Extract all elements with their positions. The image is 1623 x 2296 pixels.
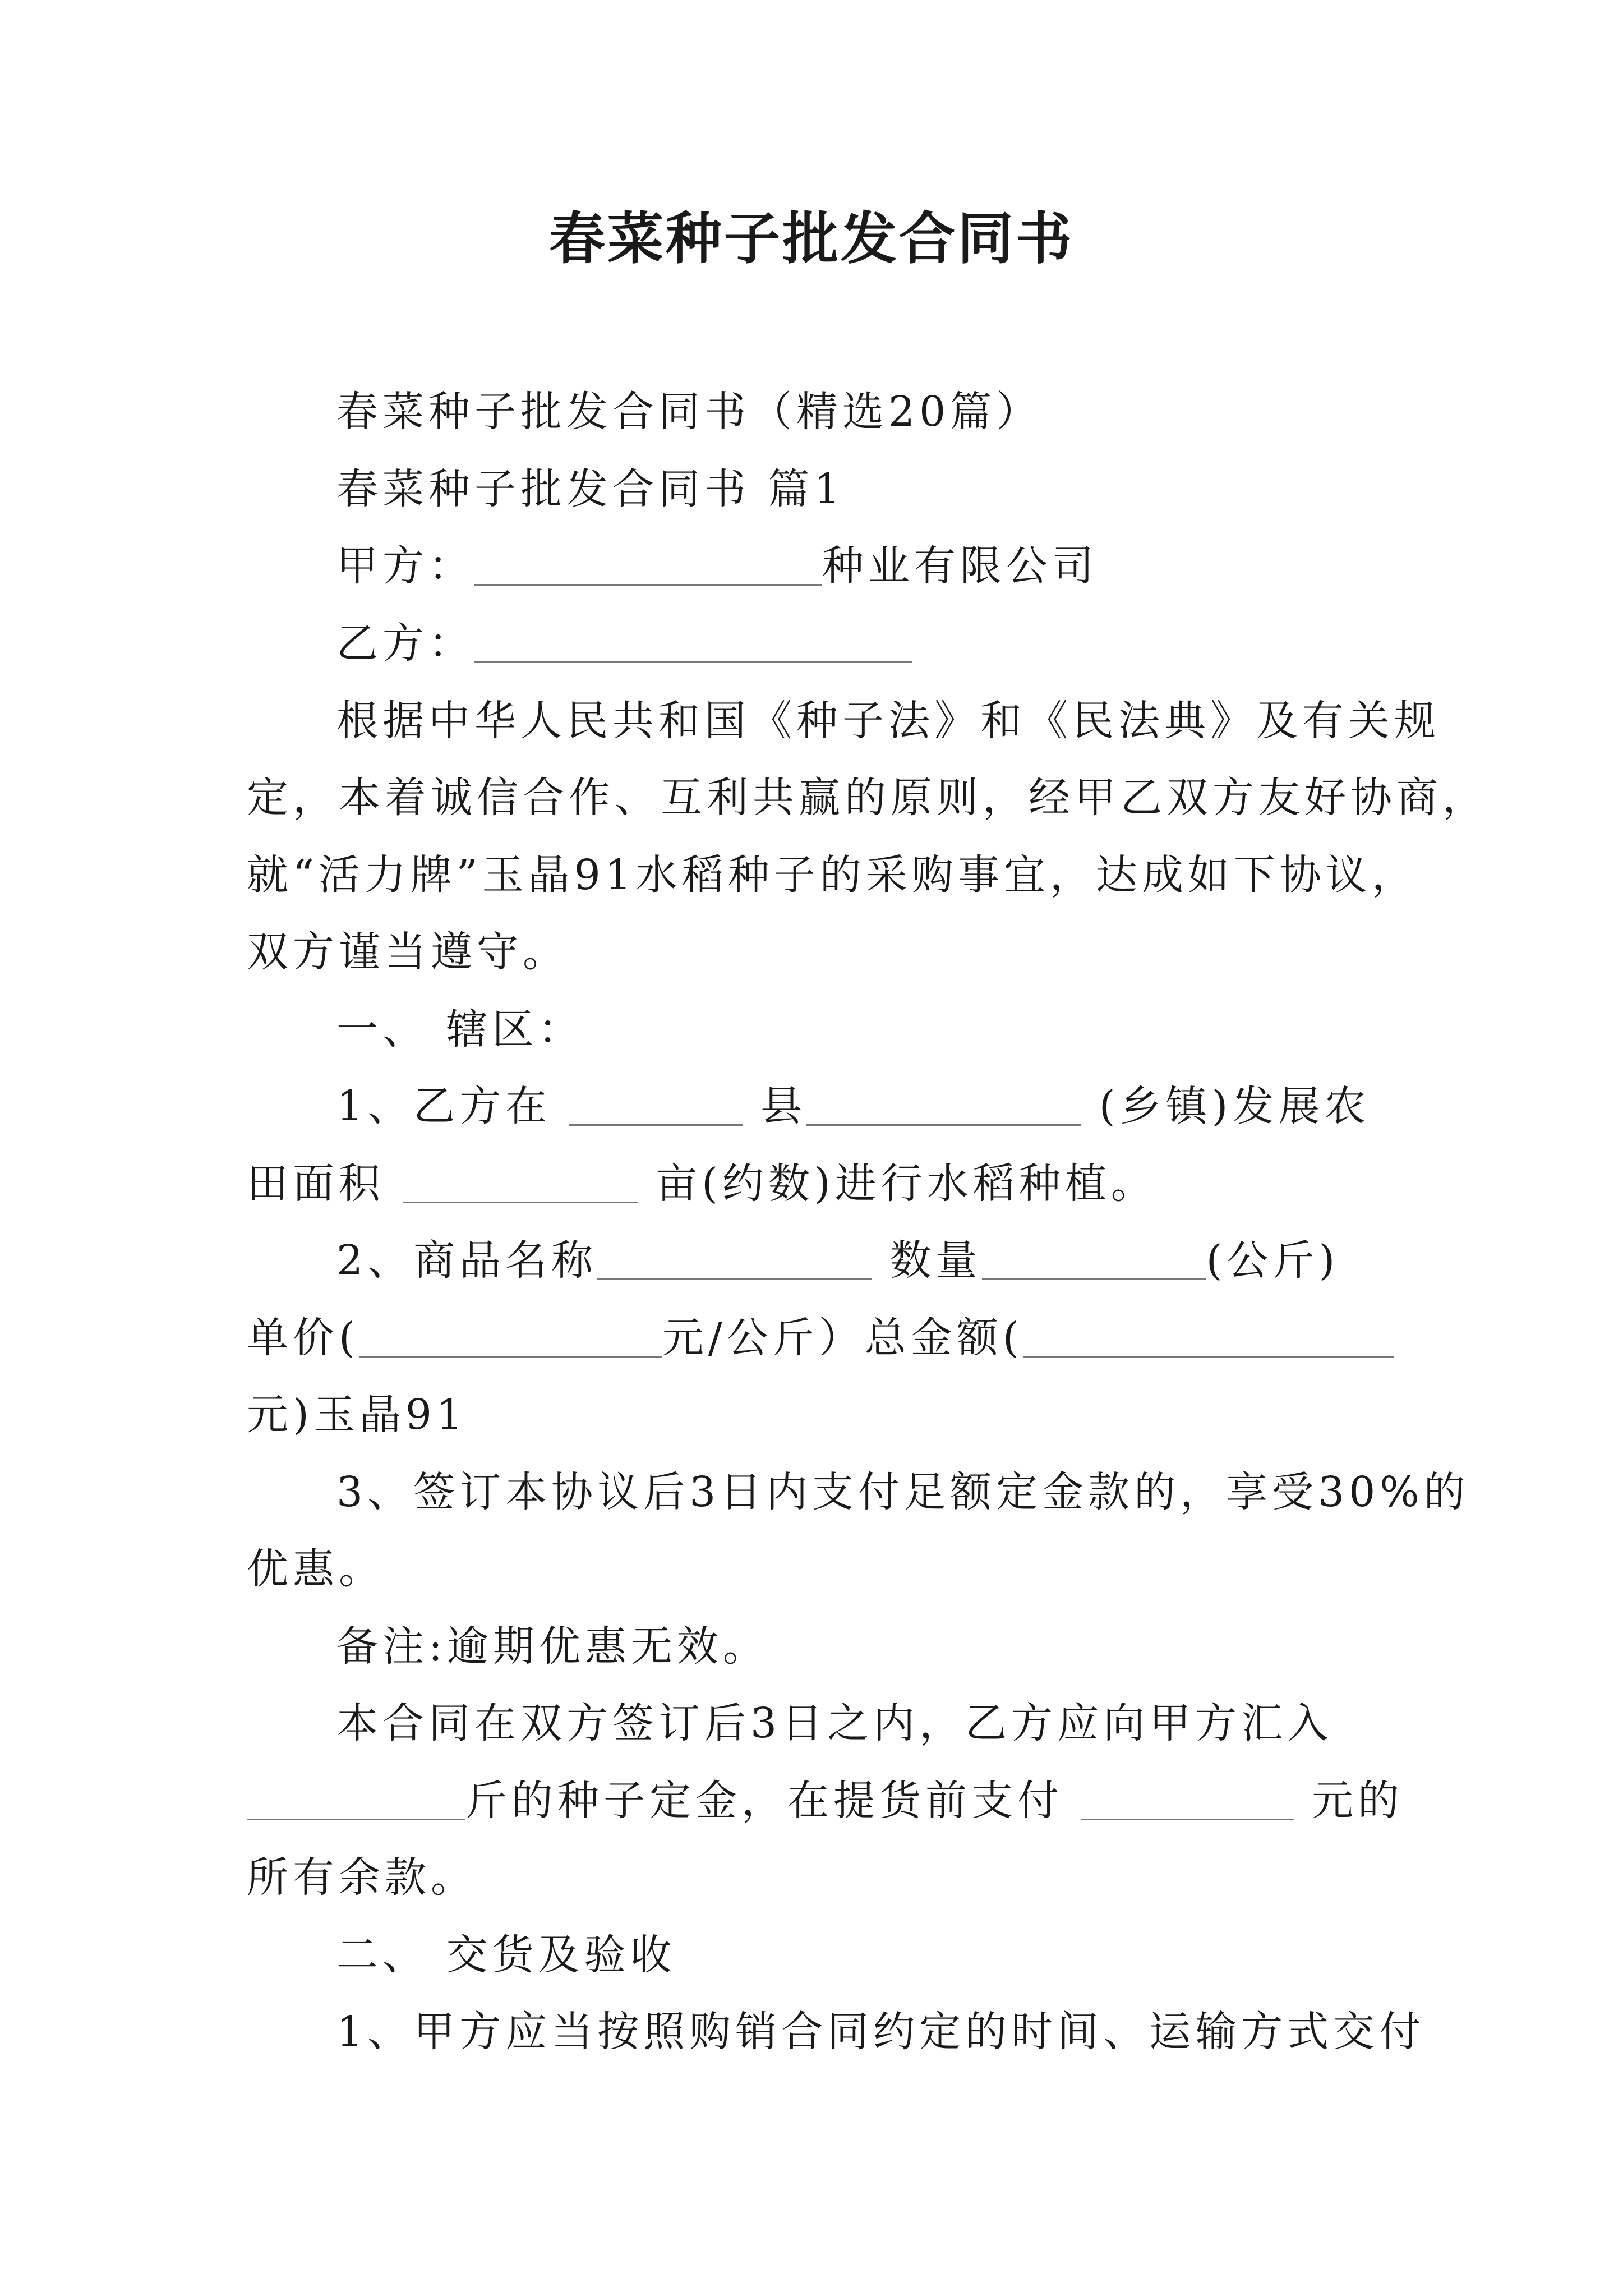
- intro-line-2: 定，本着诚信合作、互利共赢的原则，经甲乙双方友好协商，: [247, 774, 1488, 822]
- balance-blank: [1081, 1779, 1294, 1820]
- item-1-2-text-e: 元/公斤）总金额(: [662, 1314, 1023, 1362]
- party-a-label: 甲方：: [336, 542, 474, 590]
- item-1-3-line-2: 优惠。: [247, 1545, 385, 1593]
- party-b-blank: [474, 622, 912, 663]
- township-blank: [806, 1085, 1081, 1126]
- chapter-heading: 春菜种子批发合同书 篇1: [336, 465, 845, 513]
- item-1-1-text-c: (乡镇)发展农: [1099, 1082, 1371, 1130]
- party-b-label: 乙方：: [336, 619, 474, 668]
- product-name-blank: [597, 1239, 872, 1280]
- intro-line-1: 根据中华人民共和国《种子法》和《民法典》及有关规: [336, 697, 1440, 745]
- intro-line-3: 就“活力牌”玉晶91水稻种子的采购事宜，达成如下协议，: [247, 851, 1418, 899]
- quantity-blank: [982, 1239, 1206, 1280]
- party-a-line: [336, 538, 1098, 594]
- item-1-2-text-a: 2、商品名称: [336, 1236, 598, 1285]
- subtitle: 春菜种子批发合同书（精选20篇）: [336, 388, 1043, 436]
- party-a-suffix: 种业有限公司: [822, 542, 1098, 590]
- deposit-line-2: [247, 1773, 1404, 1829]
- deposit-text-b: 斤的种子定金，在提货前支付: [465, 1777, 1063, 1825]
- county-blank: [569, 1085, 743, 1126]
- deposit-line-3: 所有余款。: [247, 1853, 477, 1902]
- item-2-1-line: 1、甲方应当按照购销合同约定的时间、运输方式交付: [336, 2008, 1426, 2056]
- item-1-1-text-d: 田面积: [247, 1159, 385, 1208]
- section-1-heading: 一、 辖区：: [336, 1005, 584, 1053]
- intro-line-4: 双方谨当遵守。: [247, 928, 569, 976]
- deposit-line-1: 本合同在双方签订后3日之内，乙方应向甲方汇入: [336, 1699, 1334, 1747]
- item-1-1-text-e: 亩(约数)进行水稻种植。: [656, 1159, 1157, 1208]
- deposit-weight-blank: [247, 1779, 465, 1820]
- document-title: 春菜种子批发合同书: [549, 205, 1074, 272]
- item-1-1-line-2: [247, 1156, 1157, 1212]
- item-1-2-line-2: [247, 1310, 1394, 1366]
- item-1-2-line-3: 元)玉晶91: [247, 1391, 468, 1439]
- item-1-3-line-1: 3、签订本协议后3日内支付足额定金款的，享受30%的: [336, 1468, 1470, 1516]
- item-1-2-text-d: 单价(: [247, 1314, 359, 1362]
- party-b-line: [336, 615, 912, 671]
- item-1-1-text-b: 县: [760, 1082, 807, 1130]
- unit-price-blank: [359, 1317, 662, 1358]
- party-a-blank: [474, 545, 822, 586]
- section-2-heading: 二、 交货及验收: [336, 1931, 676, 1979]
- item-1-2-text-b: 数量: [889, 1236, 982, 1285]
- deposit-text-c: 元的: [1312, 1777, 1404, 1825]
- total-amount-blank: [1023, 1317, 1394, 1358]
- item-1-1-line: [336, 1078, 1370, 1134]
- note-line: 备注:逾期优惠无效。: [336, 1622, 769, 1671]
- area-blank: [403, 1162, 638, 1203]
- item-1-1-text-a: 1、乙方在: [336, 1082, 552, 1130]
- item-1-2-text-c: (公斤): [1206, 1236, 1340, 1285]
- item-1-2-line: [336, 1232, 1339, 1289]
